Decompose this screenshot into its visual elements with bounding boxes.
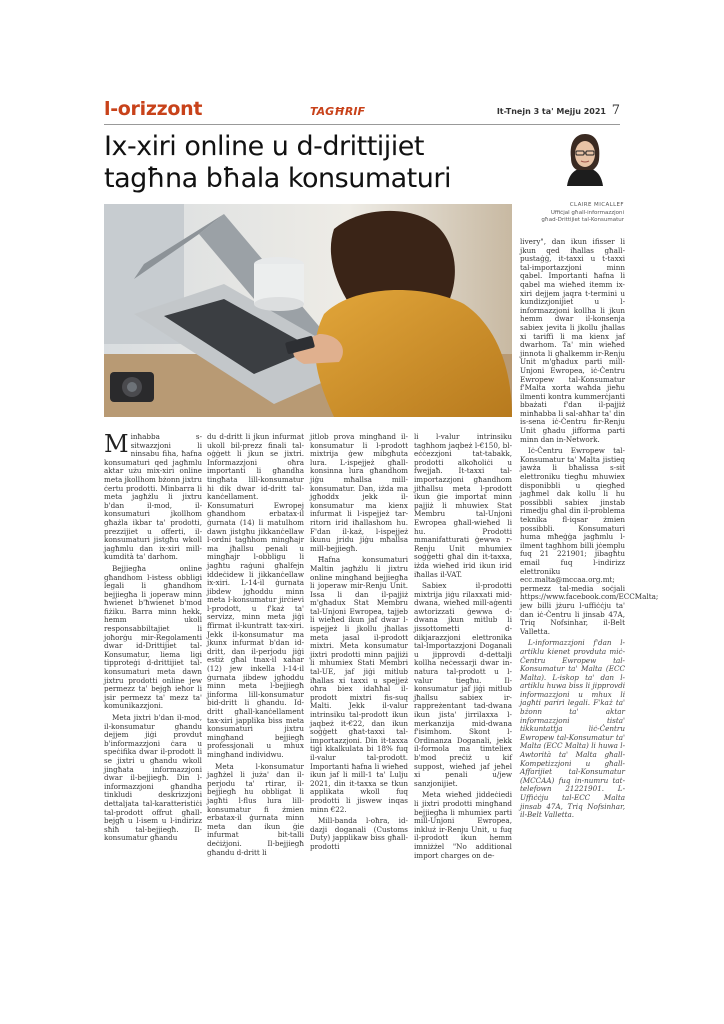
author-portrait bbox=[545, 128, 625, 186]
paragraph: Iċ-Ċentru Ewropew tal-Konsumatur ta' Malta jistieq jawża li bħalissa s-sit elettroniku tiegħu mhuwiex disponibbli u qiegħed jagħmel dak kollu li hu possibbli sabiex jinstab rimedju għal din il-problema teknika fl-iqsar żmien possibbli. Konsumaturi huma mħeġġa jagħmlu l-ilment tagħhom billi jċemplu fuq 21 221901; jibagħtu email fuq l-indirizz elettroniku ecc.malta@mccaa.org.mt; permezz tal-media soċjali https://www.facebook.com/ECCMalta; jew billi jżuru l-uffiċċju ta' dan iċ-Ċentru li jinsab 47A, Triq Nofsinhar, il-Belt Valletta. bbox=[520, 446, 659, 636]
paragraph: livery", dan ikun ifisser li jkun qed iħallas għall-pustaġġ, it-taxxi u t-taxxi tal-importazzjoni minn qabel. Importanti ħafna li qabel ma wieħed itemm ix-xiri dejjem jaqra t-termini u kundizzjonijiet u l-informazzjoni kollha li jkun hemm dwar il-konsenja sabiex jevita li jkollu jħallas xi tariffi li ma kienx jaf dwarhom. Ta' min wieħed jinnota li għalkemm ir-Renju Unit m'għadux parti mill-Unjoni Ewropea, iċ-Ċentru Ewropew tal-Konsumatur f'Malta xorta waħda jieħu ilmenti kontra kummerċjanti bbażati f'dan il-pajjiż minħabba li sal-aħħar ta' din is-sena iċ-Ċentru fir-Renju Unit għadu jifforma parti minn dan in-Network. bbox=[520, 237, 625, 444]
page-header bbox=[104, 100, 620, 122]
paragraph: Sabiex il-prodotti mixtrija jiġu rilaxxati mid-dwana, wieħed mill-aġenti awtorizzati ġewwa d-dwana jkun mitlub li jissottometti d-dikjarazzjoni elettronika tal-Importazzjoni Doganali u jipprovdi d-dettalji kollha neċessarji dwar in-natura tal-prodott u l-valur tiegħu. Il-konsumatur jaf jiġi mitlub jħallsu sabiex ir-rappreżentant tad-dwana ikun jista' jirrilaxxa l-merkanzija mid-dwana f'isimhom. Skont l-Ordinanza Doganali, jekk il-formola ma timteliex b'mod preċiż u kif suppost, wieħed jaf jeħel xi penali u/jew sanzjonijiet. bbox=[414, 581, 512, 788]
headline-line-2: tagħna bħala konsumaturi bbox=[104, 163, 451, 194]
author-title bbox=[520, 210, 624, 224]
drop-cap: M bbox=[104, 430, 129, 458]
article-column-1 bbox=[104, 430, 202, 846]
article-column-5 bbox=[520, 237, 659, 823]
paragraph: Meta l-konsumatur jagħżel li juża' dan il-perjodu ta' rtirar, il-bejjiegħ hu obbligat li jagħti l-flus lura lill-konsumatur fi żmien erbatax-il ġurnata minn meta dan ikun ġie infurmat bit-talli deċiżjoni. Il-bejjiegħ għandu d-dritt li bbox=[207, 761, 304, 857]
author-title-line-1: Uffiċjal għall-informazzjoni bbox=[550, 210, 624, 216]
laptop-shopping-photo bbox=[104, 204, 512, 417]
paragraph: Ħafna konsumaturi Maltin jagħżlu li jixtru online mingħand bejjiegħa li joperaw mir-Renju Unit. Issa li dan il-pajjiż m'għadux Stat Membru tal-Unjoni Ewropea, tajjeb li wieħed ikun jaf dwar l-ispejjeż li jkollu jħallas meta jasal il-prodott mixtri. Meta konsumatur jixtri prodotti minn pajjiżi li mhumiex Stati Membri tal-UE, jaf jiġi mitlub iħallas xi taxxi u spejjeż oħra biex idaħħal il-prodott mixtri fis-suq Malti. Jekk il-valur intrinsiku tal-prodott ikun jaqbeż it-€22, dan ikun soġġett għat-taxxi tal-importazzjoni. Din it-taxxa tiġi kkalkulata bi 18% fuq il-valur tal-prodott. Importanti ħafna li wieħed ikun jaf li mill-1 ta' Lulju 2021, din it-taxxa se tkun applikata wkoll fuq prodotti li jiswew inqas minn €22. bbox=[310, 555, 408, 814]
author-title-line-2: għad-Drittijiet tal-Konsumatur bbox=[541, 217, 624, 223]
page-number: 7 bbox=[611, 103, 620, 118]
dateline: It-Tnejn 3 ta' Mejju 2021 bbox=[496, 107, 606, 116]
paragraph: Bejjiegħa online għandhom l-istess obbligi legali li għandhom bejjiegħa li joperaw minn ħwienet b'ħwienet b'mod fiżiku. Barra minn hekk, hemm ukoll responsabbiltajiet li joħorġu mir-Regolamenti dwar id-Drittijiet tal-Konsumatur, liema ligi tipproteġi d-drittijiet tal-konsumaturi meta dawn jixtru prodotti online jew permezz ta' bejgħ ieħor li jsir permezz ta' mezz ta' komunikazzjoni. bbox=[104, 563, 202, 711]
paragraph bbox=[104, 430, 202, 562]
masthead: l-orizzont bbox=[104, 98, 203, 120]
headline bbox=[104, 131, 524, 195]
article-column-2 bbox=[207, 433, 304, 860]
article-column-4 bbox=[414, 433, 512, 863]
header-rule bbox=[104, 124, 620, 125]
article-column-3 bbox=[310, 433, 408, 855]
paragraph: Mill-banda l-oħra, id-dazji doganali (Customs Duty) japplikaw biss għall-prodotti bbox=[310, 816, 408, 851]
author-name: CLAIRE MICALLEF bbox=[569, 202, 624, 208]
paragraph: jitlob prova mingħand il-konsumatur li l-prodott mixtrija ġew mibgħuta lura. L-ispejjeż għall-konsinna lura għandhom jiġu mħallsa mill-konsumatur. Dan, iżda ma jgħoddx jekk il-konsumatur ma kienx infurmat li l-ispejjeż tar-ritorn irid iħallashom hu. F'dan il-każ, l-ispejjeż ikunu jridu jiġu mħallsa mill-bejjiegħ. bbox=[310, 432, 408, 553]
disclaimer-note: L-informazzjoni f'dan l-artiklu kienet provduta miċ-Ċentru Ewropew tal-Konsumatur ta' Malta (ECC Malta). L-iskop ta' dan l-artiklu huwa biss li jipprovdi informazzjoni u mhux li jagħti pariri legali. F'każ ta' bżonn ta' aktar informazzjoni tista' tikkuntattja liċ-Ċentru Ewropew tal-Konsumatur ta' Malta (ECC Malta) li huwa l-Awtorità ta' Malta għall-Kompetizzjoni u għall-Affarijiet tal-Konsumatur (MCCAA) fuq in-numru tat-telefown 21221901. L-Uffiċċju tal-ECC Malta jinsab 47A, Triq Nofsinhar, il-Belt Valletta. bbox=[520, 638, 625, 820]
headline-line-1: Ix-xiri online u d-drittijiet bbox=[104, 131, 424, 162]
paragraph: Meta jixtri b'dan il-mod, il-konsumatur għandu dejjem jiġi provdut b'informazzjoni ċara u speċifika dwar il-prodott li se jixtri u għandu wkoll jingħata informazzjoni dwar il-bejjiegħ. Din l-informazzjoni għandha tinkludi deskrizzjoni dettaljata tal-karatteristiċi tal-prodott offrut għall-bejgħ u l-isem u l-indirizz sħiħ tal-bejjiegħ. Il-konsumatur għandu bbox=[104, 713, 202, 843]
section-label: TAGĦRIF bbox=[310, 105, 365, 118]
paragraph: Meta wieħed jiddeċiedi li jixtri prodotti mingħand bejjiegħa li mhumiex parti mill-Unjoni Ewropea, inkluż ir-Renju Unit, u fuq il-prodott ikun hemm imniżżel "No additional import charges on de- bbox=[414, 790, 512, 860]
paragraph: du d-dritt li jkun infurmat ukoll bil-prezz finali tal-oġġett li jkun se jixtri. Informazzjoni oħra importanti li għandha tingħata lill-konsumatur hi dik dwar id-dritt tal-kanċellament. Konsumaturi Ewropej għandhom erbatax-il ġurnata (14) li matulhom dawn jistgħu jikkanċellaw l-ordni tagħhom mingħajr ma jħallsu penali u mingħajr l-obbligu li jagħtu raġuni għalfejn iddeċidew li jikkanċellaw ix-xiri. L-14-il ġurnata jibdew jgħoddu minn meta l-konsumatur jirċievi l-prodott, u f'każ ta' servizz, minn meta jiġi ffirmat il-kuntratt tax-xiri. Jekk il-konsumatur ma jkunx infurmat b'dan id-dritt, dan il-perjodu jiġi estiż għal tnax-il xahar (12) jew inkella l-14-il ġurnata jibdew jgħoddu minn meta l-bejjiegħ jinforma lill-konsumatur bid-dritt li għandu. Id-dritt għall-kanċellament tax-xiri japplika biss meta konsumaturi jixtru mingħand bejjiegħ professjonali u mhux mingħand individwu. bbox=[207, 432, 304, 759]
paragraph-text: inħabba s-sitwazzjoni li ninsabu fiha, ħafna konsumaturi qed jagħmlu aktar użu mix-xiri online meta jkollhom bżonn jixtru ċertu prodotti. Minbarra li meta jagħżlu li jixtru b'dan il-mod, il-konsumaturi jkollhom għażla ikbar ta' prodotti, prezzijiet u offerti, il-konsumaturi jistgħu wkoll jagħmlu dan ix-xiri mill-kumdità ta' darhom. bbox=[104, 432, 202, 562]
paragraph: li l-valur intrinsiku tagħhom jaqbeż l-€150, bl-eċċezzjoni tat-tabakk, prodotti alkoħoliċi u fwejjaħ. It-taxxi tal-importazzjoni għandhom jitħallsu meta l-prodott ikun ġie importat minn pajjiż li mhuwiex Stat Membru tal-Unjoni Ewropea għall-wieħed li hu. Prodotti mmanifatturati ġewwa r-Renju Unit mhumiex soġġetti għal din it-taxxa, iżda wieħed irid ikun irid iħallas il-VAT. bbox=[414, 432, 512, 579]
